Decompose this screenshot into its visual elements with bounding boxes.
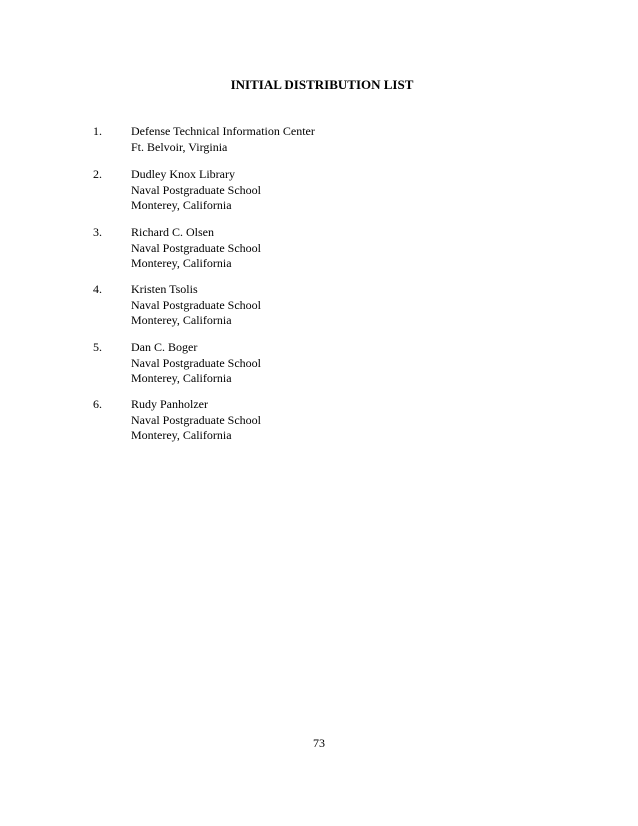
page-title: INITIAL DISTRIBUTION LIST xyxy=(230,77,414,92)
entry-line: Naval Postgraduate School xyxy=(131,297,261,312)
entry-address xyxy=(131,167,261,214)
entry-line: Rudy Panholzer xyxy=(131,397,208,411)
entry-line: Monterey, California xyxy=(131,371,232,385)
entry-number: 4. xyxy=(93,282,102,296)
entry-line: Richard C. Olsen xyxy=(131,225,214,239)
entry-line: Monterey, California xyxy=(131,198,232,212)
entry-line: Monterey, California xyxy=(131,313,232,327)
entry-line: Naval Postgraduate School xyxy=(131,355,261,370)
entry-number: 1. xyxy=(93,124,102,138)
entry-line: Naval Postgraduate School xyxy=(131,182,261,197)
entry-address xyxy=(131,397,261,444)
entry-number: 2. xyxy=(93,167,102,181)
entry-line: Monterey, California xyxy=(131,428,232,442)
entry-number: 3. xyxy=(93,225,102,239)
entry-line: Kristen Tsolis xyxy=(131,282,198,296)
entry-line: Defense Technical Information Center xyxy=(131,124,315,138)
entry-line: Dudley Knox Library xyxy=(131,167,235,181)
entry-line: Naval Postgraduate School xyxy=(131,240,261,255)
entry-line: Ft. Belvoir, Virginia xyxy=(131,139,228,154)
entry-line: Monterey, California xyxy=(131,256,232,270)
entry-number: 6. xyxy=(93,397,102,411)
entry-address xyxy=(131,282,261,329)
entry-address xyxy=(131,340,261,387)
entry-line: Naval Postgraduate School xyxy=(131,412,261,427)
entry-address xyxy=(131,225,261,272)
entry-number: 5. xyxy=(93,340,102,354)
page-number: 73 xyxy=(313,736,325,750)
entry-line: Dan C. Boger xyxy=(131,340,198,354)
entry-address xyxy=(131,124,315,155)
